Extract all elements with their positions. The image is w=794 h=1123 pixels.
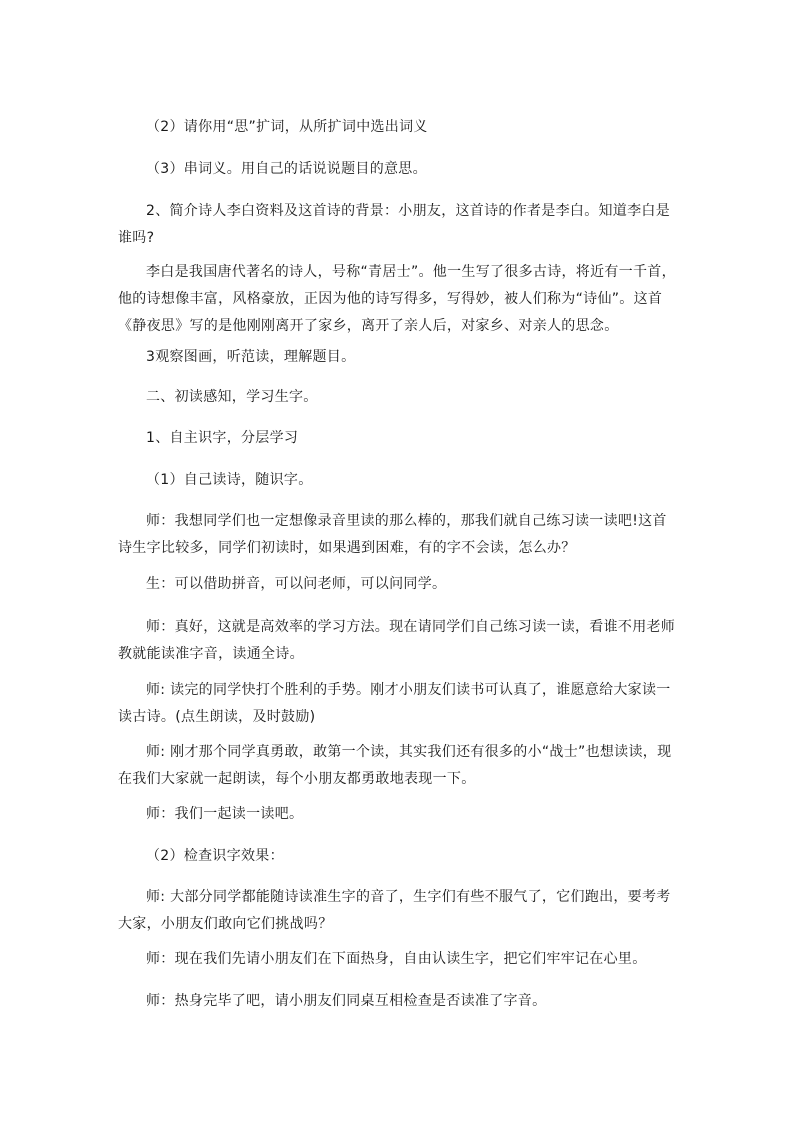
paragraph-teacher-warmup: 师：现在我们先请小朋友们在下面热身，自由认读生字，把它们牢牢记在心里。 <box>146 951 647 967</box>
paragraph-check-literacy: （2）检查识字效果： <box>146 848 284 864</box>
paragraph-teacher-efficient: 师：真好，这就是高效率的学习方法。现在请同学们自己练习读一读，看谁不用老师教就能读准字音，读通全诗。 <box>118 619 676 662</box>
paragraph-poet-intro: 2、简介诗人李白资料及这首诗的背景：小朋友，这首诗的作者是李白。知道李白是谁吗? <box>118 203 671 246</box>
paragraph-observe-picture: 3观察图画，听范读，理解题目。 <box>146 349 356 365</box>
paragraph-read-poem: （1）自己读诗，随识字。 <box>146 472 313 488</box>
paragraph-student-reply: 生：可以借助拼音，可以问老师，可以问同学。 <box>146 576 447 592</box>
paragraph-teacher-victory: 师: 读完的同学快打个胜利的手势。刚才小朋友们读书可认真了，谁愿意给大家读一读古诗。(点生朗读，及时鼓励) <box>118 682 671 725</box>
section-heading-first-reading: 二、初读感知，学习生字。 <box>146 389 318 405</box>
paragraph-teacher-challenge: 师: 大部分同学都能随诗读准生字的音了，生字们有些不服气了，它们跑出，要考考大家，小朋友们敢向它们挑战吗？ <box>118 889 671 932</box>
paragraph-teacher-brave: 师: 刚才那个同学真勇敢，敢第一个读，其实我们还有很多的小“战士”也想读读，现在我们大家就一起朗读，每个小朋友都勇敢地表现一下。 <box>118 744 672 787</box>
paragraph-connect-meaning: （3）串词义。用自己的话说说题目的意思。 <box>146 161 427 177</box>
paragraph-teacher-read-together: 师：我们一起读一读吧。 <box>146 806 304 822</box>
paragraph-expand-word: （2）请你用“思”扩词，从所扩词中选出词义 <box>146 119 428 135</box>
paragraph-teacher-check-pairs: 师：热身完毕了吧，请小朋友们同桌互相检查是否读准了字音。 <box>146 993 547 1009</box>
paragraph-li-bai: 李白是我国唐代著名的诗人，号称“青居士”。他一生写了很多古诗，将近有一千首，他的诗想像丰富，风格豪放，正因为他的诗写得多，写得妙，被人们称为“诗仙”。这首《静夜思》写的是他刚刚离开了家乡，离开了亲人后，对家乡、对亲人的思念。 <box>118 264 676 334</box>
paragraph-teacher-recording: 师：我想同学们也一定想像录音里读的那么棒的，那我们就自己练习读一读吧!这首诗生字比较多，同学们初读时，如果遇到困难，有的字不会读，怎么办？ <box>118 513 667 556</box>
paragraph-self-study: 1、自主识字，分层学习 <box>146 430 299 446</box>
